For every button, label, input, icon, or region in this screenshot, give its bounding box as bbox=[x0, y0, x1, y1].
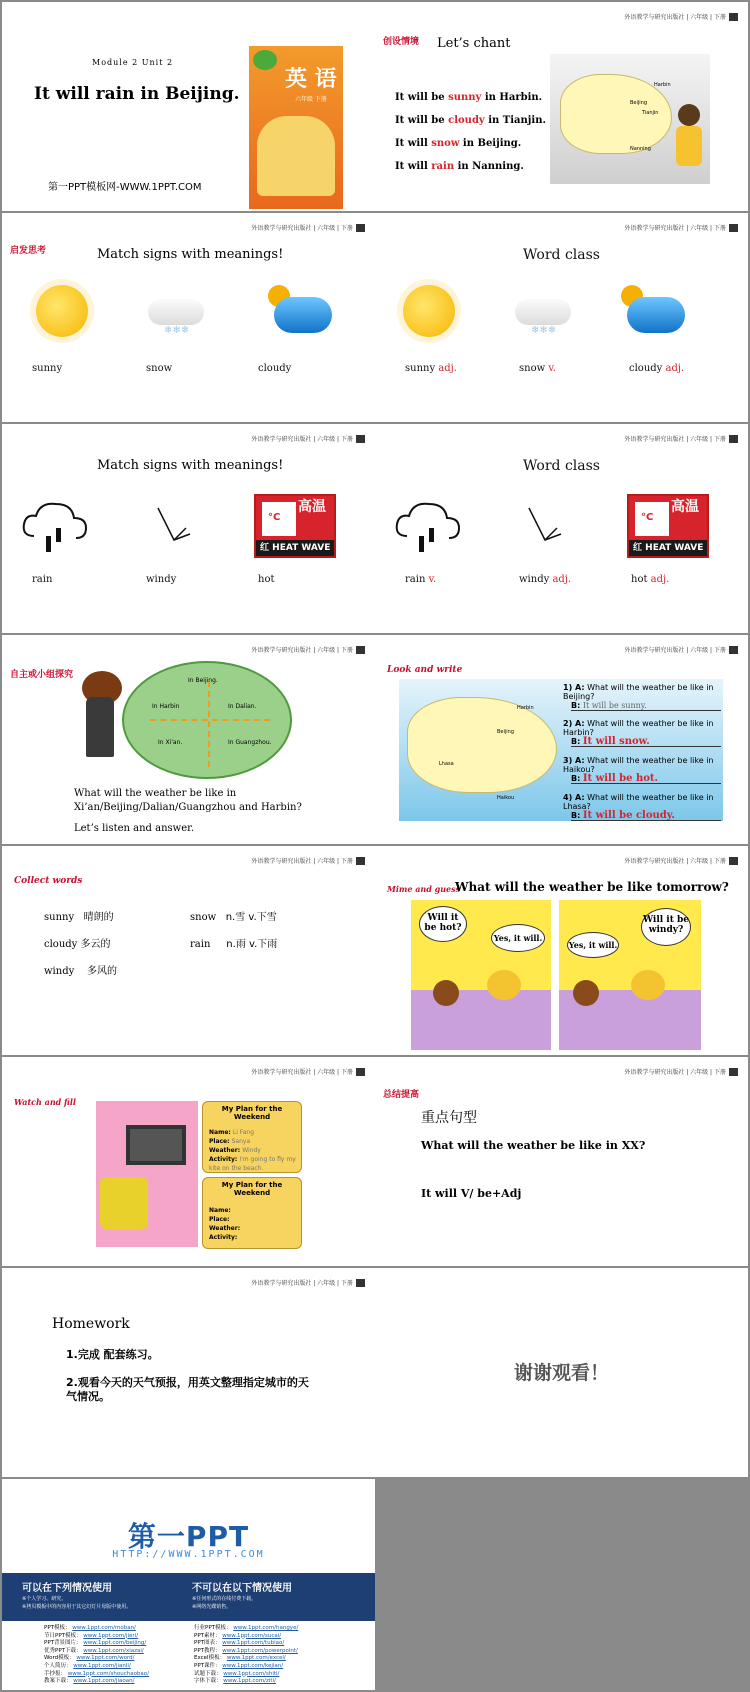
slide-9-collect-words[interactable] bbox=[2, 846, 375, 1055]
chant-line: It will be cloudy in Tianjin. bbox=[395, 115, 546, 126]
link-row[interactable]: PPT背景图片： www.1ppt.com/beijing/ bbox=[44, 1640, 147, 1647]
tv-room-illustration bbox=[96, 1101, 198, 1247]
word-label: sunny adj. bbox=[405, 363, 457, 374]
word-label: cloudy adj. bbox=[629, 363, 685, 374]
heading: 重点句型 bbox=[421, 1110, 477, 1126]
link-row[interactable]: PPT教程： www.1ppt.com/powerpoint/ bbox=[194, 1647, 298, 1654]
girl-head bbox=[678, 104, 700, 126]
section-tag: 总结提高 bbox=[383, 1090, 420, 1100]
cloudy-icon bbox=[274, 297, 332, 333]
publisher-header: 外语教学与研究出版社 | 六年级 | 下册 bbox=[624, 12, 738, 21]
textbook-cover bbox=[249, 46, 343, 209]
slide-2-chant[interactable] bbox=[375, 2, 748, 211]
word-label: rain bbox=[32, 574, 53, 585]
publisher-header: 外语教学与研究出版社 | 六年级 | 下册 bbox=[251, 856, 365, 865]
comic-panel-left bbox=[411, 900, 551, 1050]
qa-item: 4) A: What will the weather be like in Lhasa? B: It will be cloudy. bbox=[563, 793, 721, 821]
book-title: 英 语 bbox=[285, 67, 337, 92]
publisher-logo-icon bbox=[356, 646, 365, 654]
lesson-title: It will rain in Beijing. bbox=[34, 84, 240, 104]
boy-head bbox=[433, 980, 459, 1006]
slide-15-brand[interactable] bbox=[2, 1479, 375, 1690]
section-tag: Look and write bbox=[387, 665, 463, 675]
word-label: cloudy bbox=[258, 363, 292, 374]
link-row[interactable]: 教案下载： www.1ppt.com/jiaoan/ bbox=[44, 1678, 135, 1685]
girl-head bbox=[487, 970, 521, 1000]
slide-6-wordclass[interactable] bbox=[375, 424, 748, 633]
link-row[interactable]: 个人简历： www.1ppt.com/jianli/ bbox=[44, 1662, 131, 1669]
qa-item: 1) A: What will the weather be like in Beijing? B: It will be sunny. bbox=[563, 683, 721, 719]
china-map-panel bbox=[550, 54, 710, 184]
section-tag: 自主或小组探究 bbox=[10, 670, 74, 680]
vocab-item: snow n.雪 v.下雪 bbox=[190, 912, 277, 923]
publisher-logo-icon bbox=[356, 224, 365, 232]
snowflakes: ❄❄❄ bbox=[531, 325, 557, 336]
place-label: In Beijing. bbox=[188, 677, 218, 684]
publisher-header: 外语教学与研究出版社 | 六年级 | 下册 bbox=[251, 223, 365, 232]
can-title: 可以在下列情况使用 bbox=[22, 1583, 112, 1594]
brand-url[interactable]: HTTP://WWW.1PPT.COM bbox=[112, 1549, 265, 1560]
instruction-text: Let’s listen and answer. bbox=[74, 823, 195, 834]
link-row[interactable]: PPT课件： www.1ppt.com/kejian/ bbox=[194, 1662, 284, 1669]
word-label: hot adj. bbox=[631, 574, 670, 585]
pattern-answer: It will V/ be+Adj bbox=[421, 1187, 522, 1200]
section-tag: Mime and guess bbox=[387, 884, 461, 894]
slide-1-title[interactable] bbox=[2, 2, 375, 211]
section-tag: 创设情境 bbox=[383, 37, 420, 47]
vocab-item: windy 多风的 bbox=[44, 966, 117, 977]
china-map bbox=[407, 697, 557, 793]
link-row[interactable]: 节日PPT模板： www.1ppt.com/jieri/ bbox=[44, 1632, 139, 1639]
word-label: windy adj. bbox=[519, 574, 572, 585]
thanks-text: 谢谢观看！ bbox=[513, 1362, 609, 1384]
publisher-logo-icon bbox=[356, 1279, 365, 1287]
publisher-logo-icon bbox=[729, 13, 738, 21]
link-row[interactable]: 优秀PPT下载： www.1ppt.com/xiazai/ bbox=[44, 1647, 144, 1654]
divider bbox=[150, 719, 270, 721]
homework-item: 2.观看今天的天气预报，用英文整理指定城市的天气情况。 bbox=[66, 1376, 309, 1403]
question-text: What will the weather be like in Xi’an/Beijing/Dalian/Guangzhou and Harbin? bbox=[74, 788, 302, 813]
publisher-header: 外语教学与研究出版社 | 六年级 | 下册 bbox=[624, 223, 738, 232]
heat-wave-bar: 红 HEAT WAVE bbox=[256, 540, 334, 556]
city-label: Tianjin bbox=[642, 110, 659, 116]
place-label: In Guangzhou. bbox=[228, 739, 272, 746]
qa-list bbox=[563, 683, 721, 821]
chant-line: It will rain in Nanning. bbox=[395, 161, 524, 172]
comic-panel-right bbox=[559, 900, 701, 1050]
armchair bbox=[100, 1177, 148, 1229]
slide-12-summary[interactable] bbox=[375, 1057, 748, 1266]
homework-item: 1.完成 配套练习。 bbox=[66, 1348, 159, 1361]
slide-title: Let’s chant bbox=[437, 36, 511, 51]
windy-icon bbox=[525, 504, 565, 548]
publisher-logo-icon bbox=[356, 1068, 365, 1076]
city-label: Beijing bbox=[630, 100, 648, 106]
word-label: sunny bbox=[32, 363, 63, 374]
slide-14-thanks[interactable] bbox=[375, 1268, 748, 1477]
slide-title: Match signs with meanings! bbox=[97, 458, 284, 473]
word-label: windy bbox=[146, 574, 177, 585]
snow-icon bbox=[515, 299, 571, 325]
city-label: Beijing bbox=[497, 729, 515, 735]
snow-icon bbox=[148, 299, 204, 325]
snowflakes: ❄❄❄ bbox=[164, 325, 190, 336]
book-grade: 六年级 下册 bbox=[295, 96, 327, 103]
links-right bbox=[194, 1625, 298, 1686]
link-row[interactable]: Excel模板： www.1ppt.com/excel/ bbox=[194, 1655, 286, 1662]
chant-line: It will snow in Beijing. bbox=[395, 138, 522, 149]
city-label: Nanning bbox=[630, 146, 651, 152]
plan-card-filled bbox=[202, 1101, 302, 1173]
thermometer-house-icon: °C bbox=[635, 502, 669, 536]
homework-title: Homework bbox=[52, 1316, 130, 1332]
publisher-header: 外语教学与研究出版社 | 六年级 | 下册 bbox=[624, 1067, 738, 1076]
girl-body bbox=[676, 126, 702, 166]
vocab-left bbox=[44, 904, 117, 985]
can-list: ※个人学习、研究。 ※拷贝模板中的内容用于其它幻灯片母版中使用。 bbox=[22, 1596, 132, 1610]
word-label: snow v. bbox=[519, 363, 556, 374]
windy-icon bbox=[154, 504, 194, 548]
slide-4-wordclass[interactable] bbox=[375, 213, 748, 422]
girl-head bbox=[631, 970, 665, 1000]
publisher-header: 外语教学与研究出版社 | 六年级 | 下册 bbox=[251, 645, 365, 654]
children-illustration bbox=[257, 116, 335, 196]
publisher-header: 外语教学与研究出版社 | 六年级 | 下册 bbox=[624, 645, 738, 654]
slide-title: Word class bbox=[522, 458, 600, 474]
city-label: Harbin bbox=[654, 82, 671, 88]
publisher-header: 外语教学与研究出版社 | 六年级 | 下册 bbox=[624, 856, 738, 865]
pattern-question: What will the weather be like in XX? bbox=[421, 1139, 646, 1152]
plan-title: My Plan for the Weekend bbox=[221, 1181, 283, 1197]
publisher-logo-icon bbox=[729, 857, 738, 865]
link-row[interactable]: Word模板： www.1ppt.com/word/ bbox=[44, 1655, 135, 1662]
vocab-item: sunny 晴朗的 bbox=[44, 912, 114, 923]
tv-icon bbox=[126, 1125, 186, 1165]
publisher-header: 外语教学与研究出版社 | 六年级 | 下册 bbox=[251, 1278, 365, 1287]
teacher-body bbox=[86, 697, 114, 757]
city-label: Harbin bbox=[517, 705, 534, 711]
plan-fields: Name: Li Fang Place: Sanya Weather: Windy Activity: I'm going to fly my kite on the beach. bbox=[209, 1129, 296, 1172]
link-row[interactable]: PPT图表： www.1ppt.com/tubiao/ bbox=[194, 1640, 285, 1647]
slide-11-watch-fill[interactable] bbox=[2, 1057, 375, 1266]
heat-wave-bar: 红 HEAT WAVE bbox=[629, 540, 707, 556]
place-label: In Xi'an. bbox=[158, 739, 183, 746]
slide-13-homework[interactable] bbox=[2, 1268, 375, 1477]
slide-3-match[interactable] bbox=[2, 213, 375, 422]
city-label: Haikou bbox=[497, 795, 515, 801]
link-row[interactable]: 行业PPT模板： www.1ppt.com/hangye/ bbox=[194, 1625, 299, 1631]
publisher-logo-icon bbox=[729, 1068, 738, 1076]
publisher-logo-icon bbox=[356, 435, 365, 443]
city-label: Lhasa bbox=[439, 761, 454, 767]
cannot-title: 不可以在以下情况使用 bbox=[192, 1583, 292, 1594]
weather-ellipse bbox=[122, 661, 292, 779]
speech-bubble: Will it be windy? bbox=[641, 908, 691, 946]
qa-item: 3) A: What will the weather be like in Haikou? B: It will be hot. bbox=[563, 756, 721, 793]
word-label: rain v. bbox=[405, 574, 437, 585]
thermometer-house-icon: °C bbox=[262, 502, 296, 536]
brand-logo: 第一PPT bbox=[127, 1520, 250, 1553]
heat-wave-icon bbox=[627, 494, 709, 558]
link-row[interactable]: PPT模板： www.1ppt.com/moban/ bbox=[44, 1625, 136, 1631]
slide-8-look-write[interactable] bbox=[375, 635, 748, 844]
word-label: hot bbox=[258, 574, 275, 585]
section-tag: 启发思考 bbox=[10, 246, 47, 256]
speech-bubble: Will it be hot? bbox=[419, 906, 467, 942]
chant-line: It will be sunny in Harbin. bbox=[395, 92, 543, 103]
section-tag: Collect words bbox=[14, 876, 83, 886]
sunny-icon bbox=[36, 285, 88, 337]
publisher-logo-icon bbox=[729, 646, 738, 654]
cannot-list: ※任何形式的在线付费下载。 ※网络光碟销售。 bbox=[192, 1596, 257, 1610]
link-row[interactable]: 字体下载： www.1ppt.com/ziti/ bbox=[194, 1678, 276, 1685]
slide-5-match[interactable] bbox=[2, 424, 375, 633]
links-left bbox=[44, 1625, 149, 1686]
heat-cn-label: 高温 bbox=[298, 499, 326, 515]
sunny-icon bbox=[403, 285, 455, 337]
link-row[interactable]: PPT素材： www.1ppt.com/sucai/ bbox=[194, 1632, 282, 1639]
publisher-logo-icon bbox=[729, 224, 738, 232]
vocab-item: rain n.雨 v.下雨 bbox=[190, 939, 278, 950]
vocab-item: cloudy 多云的 bbox=[44, 939, 111, 950]
place-label: In Harbin bbox=[152, 703, 180, 710]
slide-title: Match signs with meanings! bbox=[97, 247, 284, 262]
divider bbox=[208, 681, 210, 767]
cloudy-icon bbox=[627, 297, 685, 333]
place-label: In Dalian. bbox=[228, 703, 257, 710]
credit-text: 第一PPT模板网-WWW.1PPT.COM bbox=[48, 182, 202, 193]
link-row[interactable]: 试题下载： www.1ppt.com/shiti/ bbox=[194, 1670, 280, 1677]
qa-item: 2) A: What will the weather be like in Harbin? B: It will snow. bbox=[563, 719, 721, 756]
book-emblem-icon bbox=[253, 50, 277, 70]
slide-10-mime-guess[interactable] bbox=[375, 846, 748, 1055]
rain-icon bbox=[393, 496, 465, 556]
section-tag: Watch and fill bbox=[14, 1097, 76, 1107]
slide-7-explore[interactable] bbox=[2, 635, 375, 844]
plan-card-blank bbox=[202, 1177, 302, 1249]
speech-bubble: Yes, it will. bbox=[567, 932, 619, 958]
heat-wave-icon bbox=[254, 494, 336, 558]
chant-lines bbox=[395, 86, 546, 178]
map-panel bbox=[399, 679, 723, 821]
speech-bubble: Yes, it will. bbox=[491, 924, 545, 952]
plan-title: My Plan for the Weekend bbox=[221, 1105, 283, 1121]
publisher-header: 外语教学与研究出版社 | 六年级 | 下册 bbox=[251, 434, 365, 443]
boy-head bbox=[573, 980, 599, 1006]
publisher-header: 外语教学与研究出版社 | 六年级 | 下册 bbox=[624, 434, 738, 443]
vocab-right bbox=[190, 904, 277, 958]
usage-band bbox=[2, 1573, 375, 1621]
module-label: Module 2 Unit 2 bbox=[92, 58, 174, 67]
slide-title: Word class bbox=[522, 247, 600, 263]
publisher-logo-icon bbox=[356, 857, 365, 865]
plan-fields: Name: Place: Weather: Activity: bbox=[209, 1207, 241, 1241]
heat-cn-label: 高温 bbox=[671, 499, 699, 515]
publisher-logo-icon bbox=[729, 435, 738, 443]
word-label: snow bbox=[146, 363, 173, 374]
rain-icon bbox=[20, 496, 92, 556]
publisher-header: 外语教学与研究出版社 | 六年级 | 下册 bbox=[251, 1067, 365, 1076]
slide-title: What will the weather be like tomorrow? bbox=[455, 880, 729, 894]
link-row[interactable]: 手抄报： www.1ppt.com/shouchaobao/ bbox=[44, 1670, 150, 1677]
